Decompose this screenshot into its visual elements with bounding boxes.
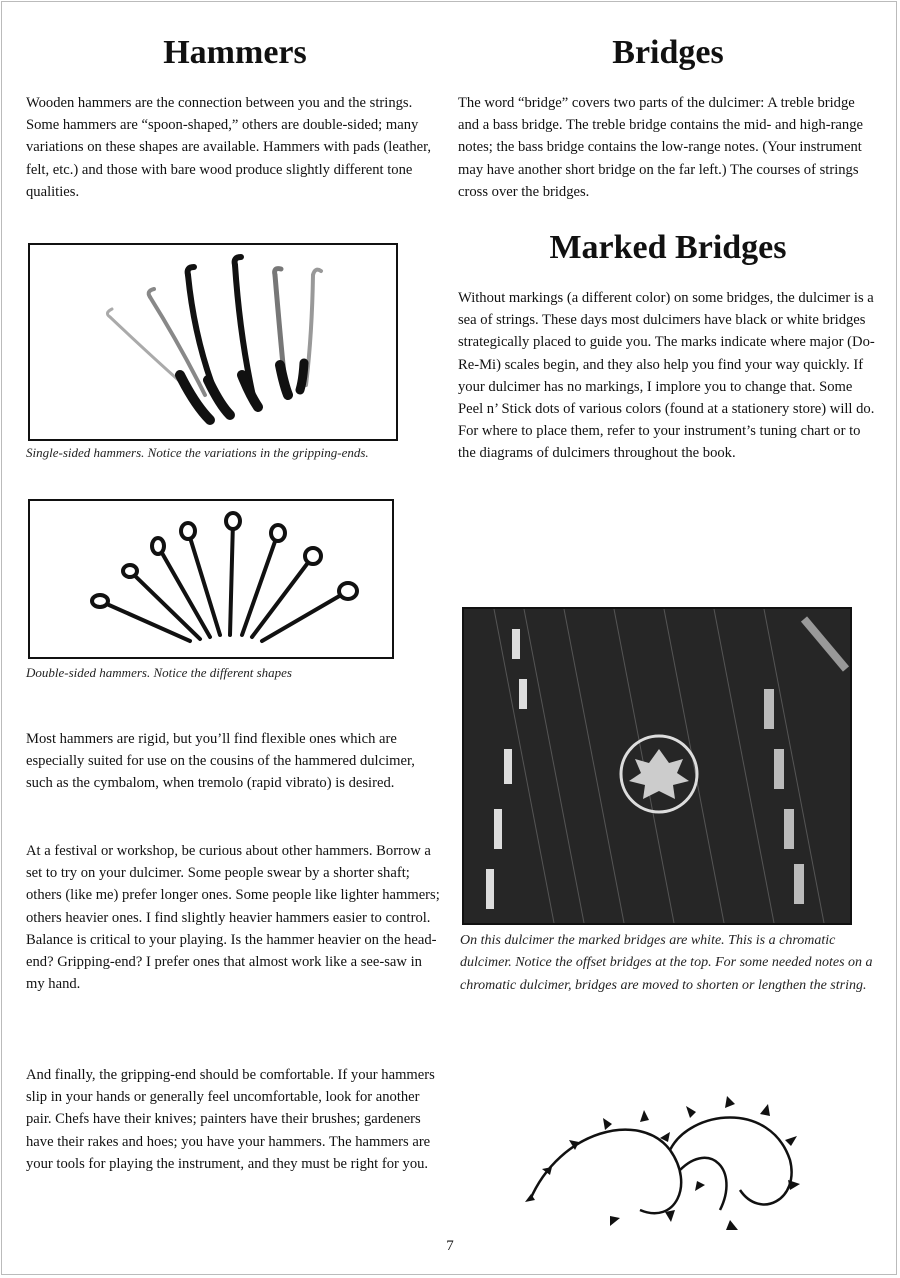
dulcimer-caption: On this dulcimer the marked bridges are white. This is a chromatic dulcimer. Notice the offset bridges at the top. For some needed notes on a chromatic dulcimer, bridges are moved to shorten or lengthen the string. (460, 933, 873, 993)
page-number: 7 (446, 1238, 454, 1254)
hammers-paragraph-festival: At a festival or workshop, be curious about other hammers. Borrow a set to try on your dulcimer. Some people swear by a shorter shaft; others (like me) prefer longer ones. Some people like lighter hammers; others heavier ones. I find slightly heavier hammers easier to control. Balance is critical to your playing. Is the hammer heavier on the head-end? Gripping-end? I prefer ones that almost work like a see-saw in my hand. (26, 843, 440, 993)
marked-bridges-heading: Marked Bridges (549, 229, 787, 267)
hammers-heading: Hammers (163, 34, 307, 71)
right-column (458, 28, 878, 465)
bridges-heading: Bridges (612, 34, 724, 71)
double-sided-hammers-photo (28, 499, 394, 659)
single-sided-hammers-illustration (30, 245, 396, 439)
hammers-paragraph-flexible: Most hammers are rigid, but you’ll find flexible ones which are especially suited for use on the cousins of the hammered dulcimer, such as the cymbalom, when tremolo (rapid vibrato) is desired. (26, 731, 415, 792)
vine-ornament (520, 1090, 820, 1240)
hammers-intro: Wooden hammers are the connection between you and the strings. Some hammers are “spoon-shaped,” others are double-sided; many variations on these shapes are available. Hammers with pads (leather, felt, etc.) and those with bare wood produce slightly different tone qualities. (26, 95, 432, 200)
double-sided-hammers-illustration (30, 501, 392, 657)
single-sided-caption: Single-sided hammers. Notice the variations in the gripping-ends. (26, 445, 369, 460)
left-column (26, 28, 444, 203)
dulcimer-photo (462, 607, 852, 925)
dulcimer-illustration (464, 609, 850, 923)
bridges-intro: The word “bridge” covers two parts of the dulcimer: A treble bridge and a bass bridge. The treble bridge contains the mid- and high-range notes; the bass bridge contains the low-range notes. (Your instrument may have another short bridge on the far left.) The courses of strings cross over the bridges. (458, 95, 863, 200)
marked-bridges-paragraph: Without markings (a different color) on some bridges, the dulcimer is a sea of strings. These days most dulcimers have black or white bridges strategically placed to guide you. The marks indicate where major (Do-Re-Mi) scales begin, and they also help you find your way quickly. If your dulcimer has no markings, I implore you to change that. Some Peel n’ Stick dots of various colors (found at a stationery store) will do. For where to place them, refer to your instrument’s tuning chart or to the diagrams of dulcimers throughout the book. (458, 290, 875, 462)
double-sided-caption: Double-sided hammers. Notice the different shapes (26, 665, 292, 680)
single-sided-hammers-photo (28, 243, 398, 441)
hammers-paragraph-gripping: And finally, the gripping-end should be comfortable. If your hammers slip in your hands or generally feel uncomfortable, look for another pair. Chefs have their knives; painters have their brushes; gardeners have their rakes and hoes; you have your hammers. The hammers are your tools for playing the instrument, and they must be right for you. (26, 1067, 435, 1172)
